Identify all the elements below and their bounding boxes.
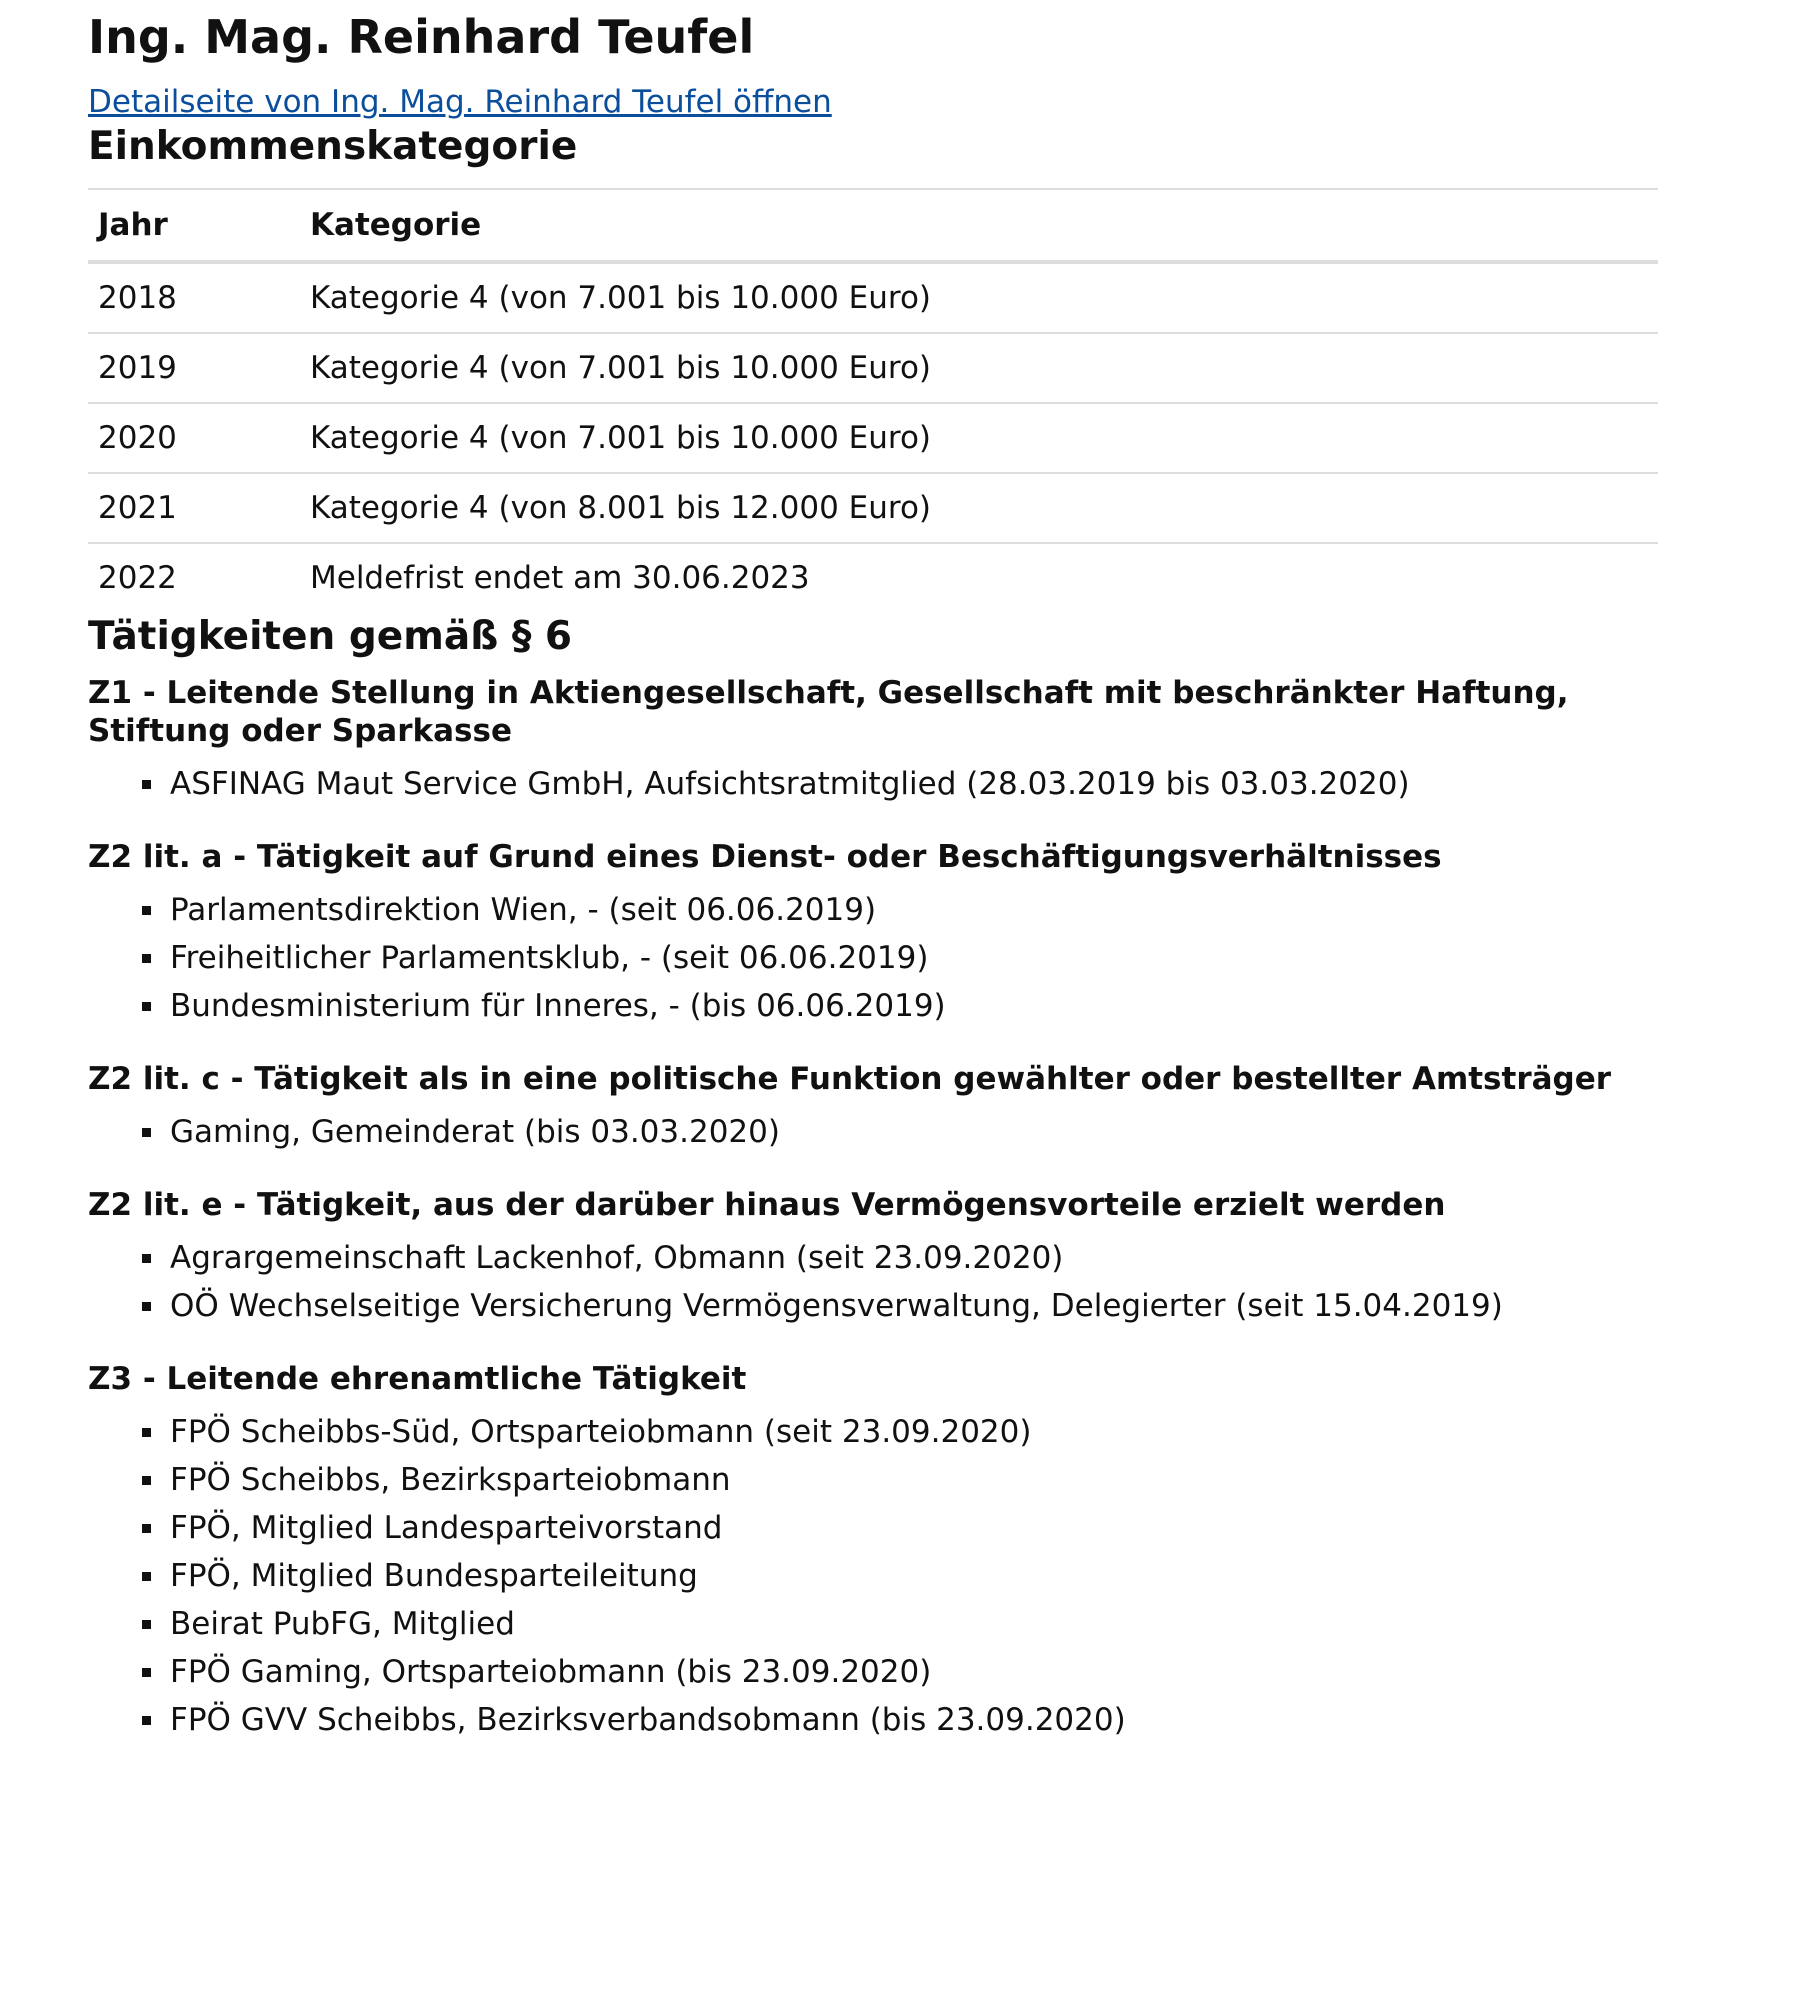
list-item: Parlamentsdirektion Wien, - (seit 06.06.2019)	[88, 886, 1658, 934]
category-column-header: Kategorie	[300, 189, 1658, 262]
year-cell: 2021	[88, 473, 300, 543]
activity-group-title: Z1 - Leitende Stellung in Aktiengesellschaft, Gesellschaft mit beschränkter Haftung, Stiftung oder Sparkasse	[88, 675, 1569, 749]
category-cell: Kategorie 4 (von 7.001 bis 10.000 Euro)	[300, 262, 1658, 333]
year-cell: 2018	[88, 262, 300, 333]
table-row	[88, 473, 1658, 543]
activity-list	[88, 886, 1658, 1030]
activity-group-z1	[88, 674, 1658, 808]
year-cell: 2019	[88, 333, 300, 403]
list-item: Freiheitlicher Parlamentsklub, - (seit 06.06.2019)	[88, 934, 1658, 982]
category-cell: Kategorie 4 (von 8.001 bis 12.000 Euro)	[300, 473, 1658, 543]
activity-group-z2e	[88, 1186, 1658, 1330]
list-item: FPÖ Gaming, Ortsparteiobmann (bis 23.09.2020)	[88, 1648, 1658, 1696]
year-cell: 2022	[98, 560, 177, 596]
list-item: FPÖ Scheibbs-Süd, Ortsparteiobmann (seit 23.09.2020)	[88, 1408, 1658, 1456]
activity-group-z3	[88, 1360, 1658, 1744]
activities-section-title: Tätigkeiten gemäß § 6	[88, 614, 573, 659]
income-table	[88, 188, 1658, 612]
list-item: FPÖ, Mitglied Bundesparteileitung	[88, 1552, 1658, 1600]
activity-group-title: Z2 lit. e - Tätigkeit, aus der darüber hinaus Vermögensvorteile erzielt werden	[88, 1187, 1446, 1223]
list-item: OÖ Wechselseitige Versicherung Vermögensverwaltung, Delegierter (seit 15.04.2019)	[88, 1282, 1658, 1330]
list-item: Agrargemeinschaft Lackenhof, Obmann (seit 23.09.2020)	[88, 1234, 1658, 1282]
table-row	[88, 543, 1658, 612]
activity-list	[88, 1408, 1658, 1744]
activity-group-title: Z2 lit. c - Tätigkeit als in eine politische Funktion gewählter oder bestellter Amtsträger	[88, 1061, 1612, 1097]
list-item: Beirat PubFG, Mitglied	[88, 1600, 1658, 1648]
table-row	[88, 403, 1658, 473]
activity-group-z2a	[88, 838, 1658, 1030]
detail-page-link[interactable]: Detailseite von Ing. Mag. Reinhard Teufel öffnen	[88, 84, 832, 120]
person-name: Ing. Mag. Reinhard Teufel	[88, 10, 755, 64]
activity-group-z2c	[88, 1060, 1658, 1156]
list-item: Gaming, Gemeinderat (bis 03.03.2020)	[88, 1108, 1658, 1156]
income-table-header-row	[88, 189, 1658, 262]
income-section-title: Einkommenskategorie	[88, 124, 578, 169]
list-item: Bundesministerium für Inneres, - (bis 06.06.2019)	[88, 982, 1658, 1030]
table-row	[88, 262, 1658, 333]
activity-group-title: Z3 - Leitende ehrenamtliche Tätigkeit	[88, 1361, 747, 1397]
year-column-header: Jahr	[88, 189, 300, 262]
activity-list	[88, 1108, 1658, 1156]
category-cell: Kategorie 4 (von 7.001 bis 10.000 Euro)	[300, 333, 1658, 403]
list-item: ASFINAG Maut Service GmbH, Aufsichtsratmitglied (28.03.2019 bis 03.03.2020)	[88, 760, 1658, 808]
activity-group-title: Z2 lit. a - Tätigkeit auf Grund eines Dienst- oder Beschäftigungsverhältnisses	[88, 839, 1442, 875]
table-row	[88, 333, 1658, 403]
list-item: FPÖ Scheibbs, Bezirksparteiobmann	[88, 1456, 1658, 1504]
list-item: FPÖ GVV Scheibbs, Bezirksverbandsobmann (bis 23.09.2020)	[88, 1696, 1658, 1744]
list-item: FPÖ, Mitglied Landesparteivorstand	[88, 1504, 1658, 1552]
category-cell: Meldefrist endet am 30.06.2023	[310, 560, 810, 596]
category-cell: Kategorie 4 (von 7.001 bis 10.000 Euro)	[300, 403, 1658, 473]
activity-list	[88, 1234, 1658, 1330]
year-cell: 2020	[88, 403, 300, 473]
activity-list	[88, 760, 1658, 808]
